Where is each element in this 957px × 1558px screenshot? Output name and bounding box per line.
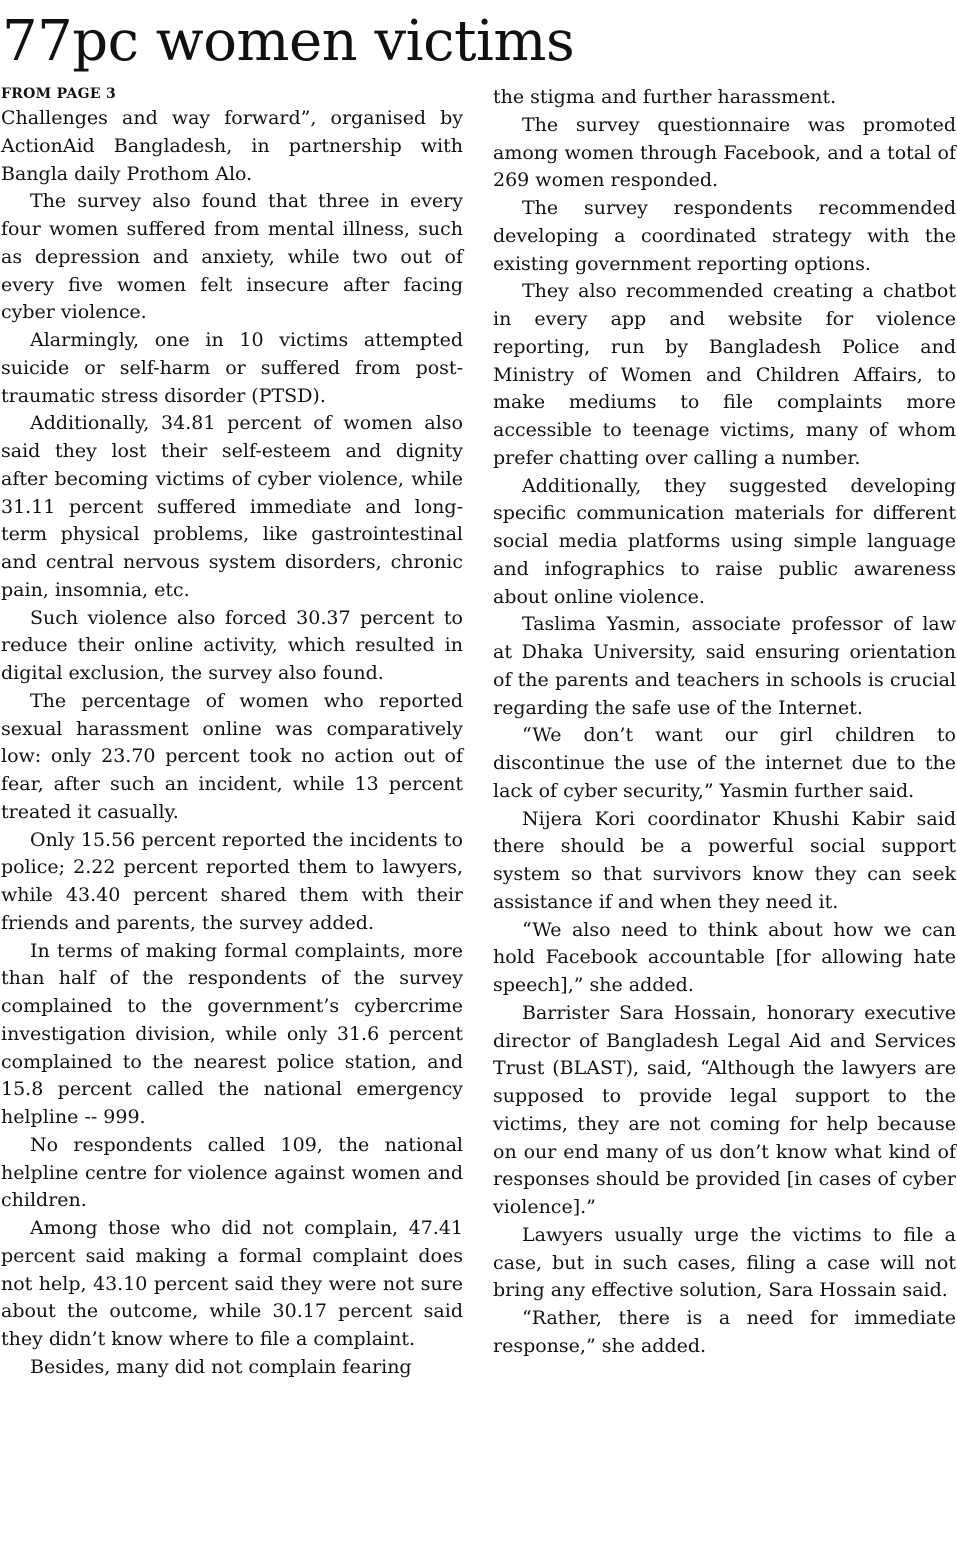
- paragraph: the stigma and further harassment.: [493, 86, 837, 108]
- paragraph: The survey respondents recommended developing a coordinated strategy with the existing government reporting options.: [493, 197, 956, 275]
- paragraph: Barrister Sara Hossain, honorary executive director of Bangladesh Legal Aid and Services Trust (BLAST), said, “Although the lawyers are supposed to provide legal support to the victims, they are not coming for help because on our end many of us don’t know what kind of responses should be provided [in cases of cyber violence].”: [493, 1001, 956, 1218]
- paragraph: Nijera Kori coordinator Khushi Kabir said there should be a powerful social support system so that survivors know they can seek assistance if and when they need it.: [493, 807, 956, 913]
- paragraph: Additionally, they suggested developing specific communication materials for different social media platforms using simple language and infographics to raise public awareness about online violence.: [493, 474, 956, 608]
- paragraph: Taslima Yasmin, associate professor of law at Dhaka University, said ensuring orientation of the parents and teachers in schools is crucial regarding the safe use of the Internet.: [493, 613, 956, 719]
- paragraph: Challenges and way forward”, organised by ActionAid Bangladesh, in partnership with Bangla daily Prothom Alo.: [1, 107, 463, 185]
- continuation-label: FROM PAGE 3: [1, 86, 117, 102]
- article-column-left: [1, 105, 463, 1382]
- paragraph: The percentage of women who reported sexual harassment online was comparatively low: only 23.70 percent took no action out of fear, after such an incident, while 13 percent treated it casually.: [1, 689, 463, 823]
- paragraph: Alarmingly, one in 10 victims attempted suicide or self-harm or suffered from post-traumatic stress disorder (PTSD).: [1, 329, 463, 407]
- paragraph: Lawyers usually urge the victims to file a case, but in such cases, filing a case will not bring any effective solution, Sara Hossain said.: [493, 1223, 956, 1302]
- article-column-right: [493, 84, 956, 1361]
- paragraph: Besides, many did not complain fearing: [30, 1355, 412, 1378]
- paragraph: The survey questionnaire was promoted among women through Facebook, and a total of 269 women responded.: [493, 113, 956, 192]
- paragraph: Such violence also forced 30.37 percent to reduce their online activity, which resulted in digital exclusion, the survey also found.: [1, 606, 463, 684]
- paragraph: Additionally, 34.81 percent of women also said they lost their self-esteem and dignity after becoming victims of cyber violence, while 31.11 percent suffered immediate and long-term physical problems, like gastrointestinal and central nervous system disorders, chronic pain, insomnia, etc.: [1, 412, 463, 601]
- paragraph: No respondents called 109, the national helpline centre for violence against women and children.: [1, 1133, 463, 1212]
- paragraph: Only 15.56 percent reported the incidents to police; 2.22 percent reported them to lawyers, while 43.40 percent shared them with their friends and parents, the survey added.: [1, 828, 463, 934]
- paragraph: “We also need to think about how we can hold Facebook accountable [for allowing hate speech],” she added.: [493, 918, 956, 996]
- paragraph: “We don’t want our girl children to discontinue the use of the internet due to the lack of cyber security,” Yasmin further said.: [493, 724, 956, 802]
- paragraph: In terms of making formal complaints, more than half of the respondents of the survey complained to the government’s cybercrime investigation division, while only 31.6 percent complained to the nearest police station, and 15.8 percent called the national emergency helpline -- 999.: [1, 939, 463, 1128]
- headline: 77pc women victims: [2, 9, 575, 74]
- paragraph: Among those who did not complain, 47.41 percent said making a formal complaint does not help, 43.10 percent said they were not sure about the outcome, while 30.17 percent said they didn’t know where to file a complaint.: [1, 1217, 463, 1350]
- paragraph: The survey also found that three in every four women suffered from mental illness, such as depression and anxiety, while two out of every five women felt insecure after facing cyber violence.: [1, 190, 463, 324]
- paragraph: They also recommended creating a chatbot in every app and website for violence reporting, run by Bangladesh Police and Ministry of Women and Children Affairs, to make mediums to file complaints more accessible to teenage victims, many of whom prefer chatting over calling a number.: [493, 280, 956, 469]
- paragraph: “Rather, there is a need for immediate response,” she added.: [493, 1307, 956, 1357]
